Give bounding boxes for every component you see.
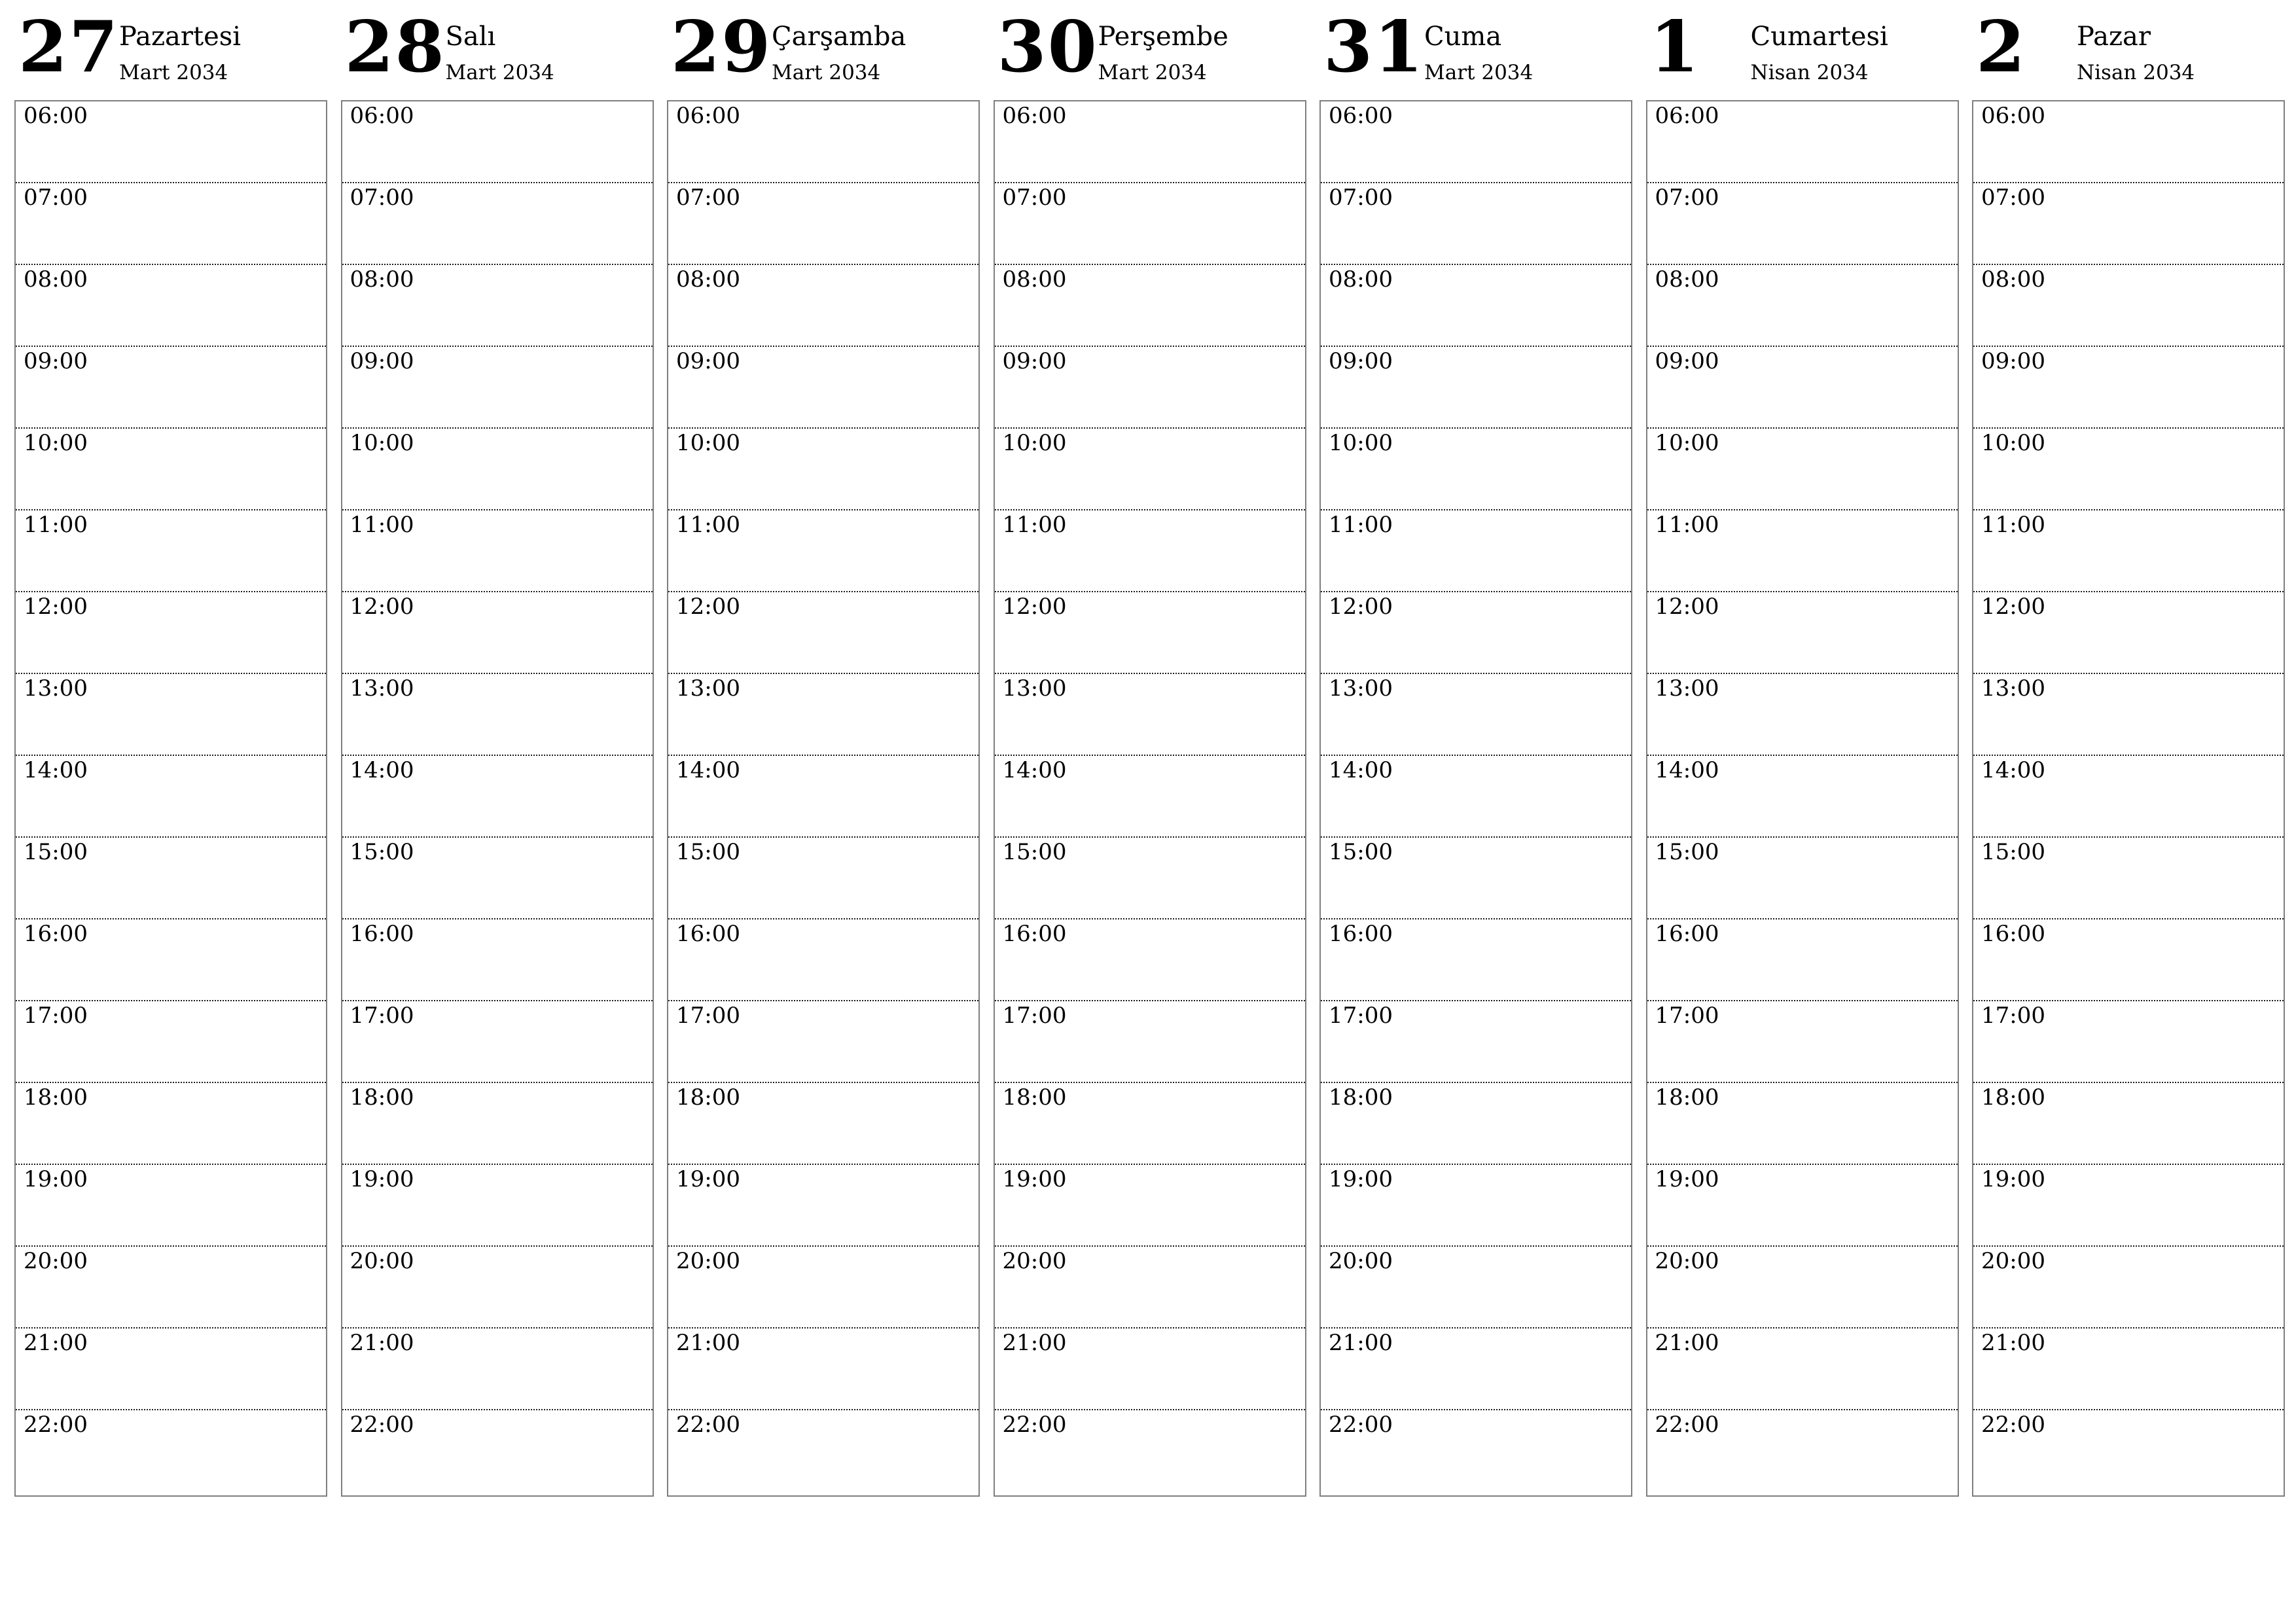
hour-slot[interactable]: [668, 756, 978, 838]
hour-label: 11:00: [1655, 512, 1719, 538]
hour-label: 12:00: [1981, 594, 2045, 620]
hour-slot[interactable]: [1647, 183, 1958, 265]
hour-slot[interactable]: [1973, 265, 2284, 347]
hour-slot[interactable]: [1321, 838, 1631, 919]
hour-label: 20:00: [1329, 1248, 1393, 1274]
month-year: Mart 2034: [772, 61, 881, 84]
hour-label: 15:00: [1329, 839, 1393, 865]
hour-label: 06:00: [676, 103, 740, 129]
hour-label: 21:00: [1329, 1330, 1393, 1356]
hour-label: 21:00: [1981, 1330, 2045, 1356]
hour-slot[interactable]: [16, 429, 326, 510]
hour-label: 12:00: [1329, 594, 1393, 620]
hour-label: 16:00: [676, 921, 740, 947]
hour-slot[interactable]: [1321, 101, 1631, 183]
hour-slot[interactable]: [1973, 1001, 2284, 1083]
month-year: Mart 2034: [1424, 61, 1534, 84]
hour-label: 07:00: [350, 185, 414, 211]
hour-slot[interactable]: [1973, 838, 2284, 919]
hour-slot[interactable]: [342, 265, 653, 347]
hour-slot[interactable]: [1647, 674, 1958, 756]
hour-label: 08:00: [676, 266, 740, 293]
hour-label: 19:00: [350, 1166, 414, 1192]
hour-slot[interactable]: [668, 1165, 978, 1247]
hour-slot[interactable]: [16, 101, 326, 183]
hour-label: 14:00: [1329, 757, 1393, 783]
hour-label: 11:00: [1329, 512, 1393, 538]
hour-slot[interactable]: [342, 1165, 653, 1247]
hour-label: 18:00: [676, 1084, 740, 1111]
hour-label: 09:00: [1655, 348, 1719, 374]
hour-slot[interactable]: [16, 347, 326, 429]
hour-label: 11:00: [676, 512, 740, 538]
hour-label: 11:00: [24, 512, 88, 538]
hour-label: 18:00: [350, 1084, 414, 1111]
hour-label: 07:00: [1655, 185, 1719, 211]
day-header: [667, 0, 980, 100]
hour-label: 18:00: [1329, 1084, 1393, 1111]
hour-slot[interactable]: [995, 1410, 1305, 1492]
hour-slot[interactable]: [1973, 1083, 2284, 1165]
hour-label: 06:00: [350, 103, 414, 129]
hour-slot[interactable]: [668, 838, 978, 919]
hour-label: 17:00: [676, 1003, 740, 1029]
hour-slot[interactable]: [1321, 1329, 1631, 1410]
hour-label: 16:00: [24, 921, 88, 947]
hour-slot[interactable]: [1321, 1165, 1631, 1247]
hour-label: 15:00: [1655, 839, 1719, 865]
hour-slot[interactable]: [342, 510, 653, 592]
hour-label: 12:00: [24, 594, 88, 620]
day-name: Perşembe: [1098, 22, 1229, 52]
hour-label: 17:00: [1002, 1003, 1067, 1029]
hour-slot[interactable]: [668, 1247, 978, 1329]
hour-label: 18:00: [1655, 1084, 1719, 1111]
hour-label: 06:00: [1981, 103, 2045, 129]
hour-label: 16:00: [350, 921, 414, 947]
day-column: [1646, 0, 1959, 1438]
hour-label: 10:00: [1981, 430, 2045, 456]
day-schedule-box: [1646, 100, 1959, 1497]
hour-slot[interactable]: [1321, 1083, 1631, 1165]
hour-slot[interactable]: [16, 674, 326, 756]
hour-label: 20:00: [24, 1248, 88, 1274]
day-column: [14, 0, 327, 1438]
hour-label: 20:00: [1655, 1248, 1719, 1274]
hour-slot[interactable]: [668, 674, 978, 756]
hour-slot[interactable]: [668, 265, 978, 347]
day-schedule-box: [667, 100, 980, 1497]
hour-label: 10:00: [1329, 430, 1393, 456]
hour-slot[interactable]: [16, 592, 326, 674]
hour-slot[interactable]: [668, 429, 978, 510]
hour-label: 06:00: [1002, 103, 1067, 129]
hour-slot[interactable]: [342, 1083, 653, 1165]
day-number: 28: [344, 6, 446, 88]
hour-label: 21:00: [1002, 1330, 1067, 1356]
hour-label: 13:00: [676, 675, 740, 702]
hour-label: 21:00: [676, 1330, 740, 1356]
hour-slot[interactable]: [342, 429, 653, 510]
hour-slot[interactable]: [1647, 838, 1958, 919]
month-year: Mart 2034: [445, 61, 554, 84]
hour-slot[interactable]: [16, 838, 326, 919]
hour-label: 22:00: [24, 1412, 88, 1438]
hour-label: 19:00: [1981, 1166, 2045, 1192]
hour-label: 08:00: [350, 266, 414, 293]
day-header: [1646, 0, 1959, 100]
hour-slot[interactable]: [342, 592, 653, 674]
hour-slot[interactable]: [1321, 592, 1631, 674]
hour-slot[interactable]: [995, 1083, 1305, 1165]
hour-label: 15:00: [24, 839, 88, 865]
hour-label: 22:00: [1981, 1412, 2045, 1438]
hour-slot[interactable]: [1973, 1247, 2284, 1329]
hour-slot[interactable]: [1647, 1165, 1958, 1247]
hour-label: 20:00: [1002, 1248, 1067, 1274]
hour-label: 22:00: [350, 1412, 414, 1438]
hour-slot[interactable]: [342, 183, 653, 265]
day-number: 1: [1649, 6, 1700, 88]
hour-label: 07:00: [1981, 185, 2045, 211]
hour-slot[interactable]: [16, 265, 326, 347]
hour-label: 08:00: [24, 266, 88, 293]
hour-label: 20:00: [676, 1248, 740, 1274]
hour-slot[interactable]: [1647, 1083, 1958, 1165]
hour-slot[interactable]: [1973, 1165, 2284, 1247]
hour-slot[interactable]: [995, 183, 1305, 265]
hour-slot[interactable]: [1321, 429, 1631, 510]
day-number: 31: [1323, 6, 1425, 88]
hour-label: 12:00: [1002, 594, 1067, 620]
hour-label: 14:00: [1655, 757, 1719, 783]
hour-slot[interactable]: [668, 347, 978, 429]
hour-label: 21:00: [24, 1330, 88, 1356]
hour-slot[interactable]: [1321, 510, 1631, 592]
day-header: [341, 0, 654, 100]
day-name: Çarşamba: [772, 22, 906, 52]
hour-label: 22:00: [1655, 1412, 1719, 1438]
hour-slot[interactable]: [16, 183, 326, 265]
hour-slot[interactable]: [1973, 429, 2284, 510]
day-column: [994, 0, 1306, 1438]
hour-label: 22:00: [676, 1412, 740, 1438]
hour-label: 16:00: [1002, 921, 1067, 947]
hour-label: 09:00: [24, 348, 88, 374]
hour-slot[interactable]: [1321, 183, 1631, 265]
hour-slot[interactable]: [668, 1083, 978, 1165]
day-header: [14, 0, 327, 100]
hour-label: 14:00: [24, 757, 88, 783]
hour-label: 17:00: [24, 1003, 88, 1029]
hour-slot[interactable]: [342, 1247, 653, 1329]
hour-slot[interactable]: [995, 1165, 1305, 1247]
hour-slot[interactable]: [1321, 674, 1631, 756]
day-number: 29: [671, 6, 772, 88]
hour-slot[interactable]: [1973, 674, 2284, 756]
hour-slot[interactable]: [1647, 347, 1958, 429]
hour-slot[interactable]: [995, 347, 1305, 429]
day-schedule-box: [341, 100, 654, 1497]
hour-label: 20:00: [350, 1248, 414, 1274]
hour-slot[interactable]: [1647, 919, 1958, 1001]
hour-slot[interactable]: [342, 347, 653, 429]
hour-label: 17:00: [1329, 1003, 1393, 1029]
day-schedule-box: [14, 100, 327, 1497]
hour-slot[interactable]: [668, 510, 978, 592]
hour-label: 13:00: [24, 675, 88, 702]
hour-label: 09:00: [1002, 348, 1067, 374]
hour-label: 07:00: [1329, 185, 1393, 211]
hour-label: 14:00: [350, 757, 414, 783]
hour-label: 15:00: [676, 839, 740, 865]
hour-label: 10:00: [1002, 430, 1067, 456]
hour-slot[interactable]: [668, 592, 978, 674]
hour-label: 13:00: [1655, 675, 1719, 702]
hour-slot[interactable]: [1321, 1410, 1631, 1492]
hour-label: 12:00: [1655, 594, 1719, 620]
hour-slot[interactable]: [995, 592, 1305, 674]
hour-label: 16:00: [1329, 921, 1393, 947]
hour-label: 17:00: [1655, 1003, 1719, 1029]
hour-slot[interactable]: [1321, 919, 1631, 1001]
hour-label: 15:00: [350, 839, 414, 865]
hour-label: 06:00: [1329, 103, 1393, 129]
hour-slot[interactable]: [16, 1247, 326, 1329]
hour-slot[interactable]: [1321, 1247, 1631, 1329]
day-schedule-box: [1972, 100, 2285, 1497]
hour-label: 11:00: [350, 512, 414, 538]
hour-slot[interactable]: [668, 183, 978, 265]
month-year: Nisan 2034: [2077, 61, 2195, 84]
hour-slot[interactable]: [1647, 756, 1958, 838]
hour-slot[interactable]: [668, 1329, 978, 1410]
hour-slot[interactable]: [1647, 429, 1958, 510]
hour-label: 09:00: [1329, 348, 1393, 374]
hour-label: 15:00: [1002, 839, 1067, 865]
hour-label: 09:00: [350, 348, 414, 374]
hour-label: 07:00: [676, 185, 740, 211]
hour-label: 08:00: [1981, 266, 2045, 293]
hour-label: 17:00: [350, 1003, 414, 1029]
hour-slot[interactable]: [1973, 1329, 2284, 1410]
day-column: [667, 0, 980, 1438]
hour-slot[interactable]: [1321, 265, 1631, 347]
hour-label: 13:00: [350, 675, 414, 702]
hour-slot[interactable]: [1973, 347, 2284, 429]
hour-slot[interactable]: [16, 919, 326, 1001]
hour-slot[interactable]: [16, 1329, 326, 1410]
hour-slot[interactable]: [995, 429, 1305, 510]
hour-slot[interactable]: [342, 1329, 653, 1410]
hour-label: 08:00: [1655, 266, 1719, 293]
hour-slot[interactable]: [16, 1083, 326, 1165]
day-column: [1972, 0, 2285, 1438]
hour-slot[interactable]: [668, 1001, 978, 1083]
hour-label: 22:00: [1002, 1412, 1067, 1438]
hour-slot[interactable]: [16, 1165, 326, 1247]
hour-slot[interactable]: [1973, 101, 2284, 183]
hour-slot[interactable]: [668, 101, 978, 183]
hour-label: 11:00: [1002, 512, 1067, 538]
hour-slot[interactable]: [995, 674, 1305, 756]
hour-label: 07:00: [1002, 185, 1067, 211]
month-year: Mart 2034: [119, 61, 228, 84]
hour-slot[interactable]: [342, 1001, 653, 1083]
hour-label: 09:00: [676, 348, 740, 374]
hour-slot[interactable]: [1647, 1001, 1958, 1083]
hour-label: 19:00: [1329, 1166, 1393, 1192]
hour-label: 06:00: [1655, 103, 1719, 129]
hour-slot[interactable]: [1973, 756, 2284, 838]
day-name: Cuma: [1424, 22, 1502, 52]
hour-label: 18:00: [1981, 1084, 2045, 1111]
hour-slot[interactable]: [1973, 592, 2284, 674]
hour-label: 08:00: [1002, 266, 1067, 293]
hour-label: 16:00: [1981, 921, 2045, 947]
hour-label: 20:00: [1981, 1248, 2045, 1274]
hour-label: 10:00: [24, 430, 88, 456]
day-name: Cumartesi: [1750, 22, 1888, 52]
hour-slot[interactable]: [1647, 510, 1958, 592]
hour-label: 13:00: [1329, 675, 1393, 702]
hour-slot[interactable]: [1321, 347, 1631, 429]
hour-slot[interactable]: [342, 838, 653, 919]
hour-slot[interactable]: [668, 919, 978, 1001]
hour-label: 08:00: [1329, 266, 1393, 293]
hour-slot[interactable]: [1647, 1410, 1958, 1492]
day-name: Salı: [445, 22, 496, 52]
day-column: [341, 0, 654, 1438]
hour-label: 19:00: [1002, 1166, 1067, 1192]
month-year: Nisan 2034: [1750, 61, 1869, 84]
hour-slot[interactable]: [995, 919, 1305, 1001]
hour-slot[interactable]: [1647, 1247, 1958, 1329]
hour-label: 18:00: [24, 1084, 88, 1111]
hour-label: 07:00: [24, 185, 88, 211]
hour-label: 16:00: [1655, 921, 1719, 947]
hour-slot[interactable]: [1647, 1329, 1958, 1410]
hour-label: 13:00: [1981, 675, 2045, 702]
hour-slot[interactable]: [1973, 510, 2284, 592]
hour-slot[interactable]: [1321, 1001, 1631, 1083]
day-name: Pazar: [2077, 22, 2151, 52]
hour-label: 09:00: [1981, 348, 2045, 374]
hour-slot[interactable]: [342, 674, 653, 756]
hour-label: 10:00: [350, 430, 414, 456]
hour-label: 06:00: [24, 103, 88, 129]
hour-slot[interactable]: [16, 756, 326, 838]
hour-label: 21:00: [350, 1330, 414, 1356]
hour-slot[interactable]: [995, 101, 1305, 183]
hour-slot[interactable]: [342, 919, 653, 1001]
hour-label: 22:00: [1329, 1412, 1393, 1438]
hour-slot[interactable]: [16, 1410, 326, 1492]
hour-label: 14:00: [676, 757, 740, 783]
hour-slot[interactable]: [995, 1247, 1305, 1329]
hour-slot[interactable]: [16, 510, 326, 592]
day-name: Pazartesi: [119, 22, 242, 52]
hour-slot[interactable]: [1647, 592, 1958, 674]
day-number: 27: [18, 6, 120, 88]
day-schedule-box: [1319, 100, 1632, 1497]
hour-label: 13:00: [1002, 675, 1067, 702]
hour-slot[interactable]: [995, 1001, 1305, 1083]
hour-label: 21:00: [1655, 1330, 1719, 1356]
day-number: 2: [1976, 6, 2027, 88]
hour-label: 14:00: [1981, 757, 2045, 783]
day-header: [1972, 0, 2285, 100]
hour-slot[interactable]: [1973, 1410, 2284, 1492]
day-number: 30: [997, 6, 1098, 88]
hour-slot[interactable]: [342, 101, 653, 183]
hour-slot[interactable]: [342, 1410, 653, 1492]
hour-slot[interactable]: [1647, 101, 1958, 183]
hour-label: 12:00: [676, 594, 740, 620]
hour-slot[interactable]: [16, 1001, 326, 1083]
month-year: Mart 2034: [1098, 61, 1207, 84]
hour-label: 17:00: [1981, 1003, 2045, 1029]
hour-label: 12:00: [350, 594, 414, 620]
hour-label: 11:00: [1981, 512, 2045, 538]
hour-label: 15:00: [1981, 839, 2045, 865]
hour-label: 19:00: [24, 1166, 88, 1192]
hour-label: 18:00: [1002, 1084, 1067, 1111]
hour-slot[interactable]: [342, 756, 653, 838]
hour-label: 19:00: [1655, 1166, 1719, 1192]
hour-label: 10:00: [1655, 430, 1719, 456]
hour-slot[interactable]: [668, 1410, 978, 1492]
hour-label: 19:00: [676, 1166, 740, 1192]
day-header: [1319, 0, 1632, 100]
hour-slot[interactable]: [1647, 265, 1958, 347]
hour-label: 10:00: [676, 430, 740, 456]
hour-slot[interactable]: [995, 756, 1305, 838]
day-schedule-box: [994, 100, 1306, 1497]
hour-slot[interactable]: [1973, 919, 2284, 1001]
hour-slot[interactable]: [995, 838, 1305, 919]
hour-slot[interactable]: [995, 265, 1305, 347]
day-column: [1319, 0, 1632, 1438]
hour-slot[interactable]: [1321, 756, 1631, 838]
day-header: [994, 0, 1306, 100]
hour-slot[interactable]: [995, 1329, 1305, 1410]
hour-slot[interactable]: [995, 510, 1305, 592]
hour-slot[interactable]: [1973, 183, 2284, 265]
hour-label: 14:00: [1002, 757, 1067, 783]
